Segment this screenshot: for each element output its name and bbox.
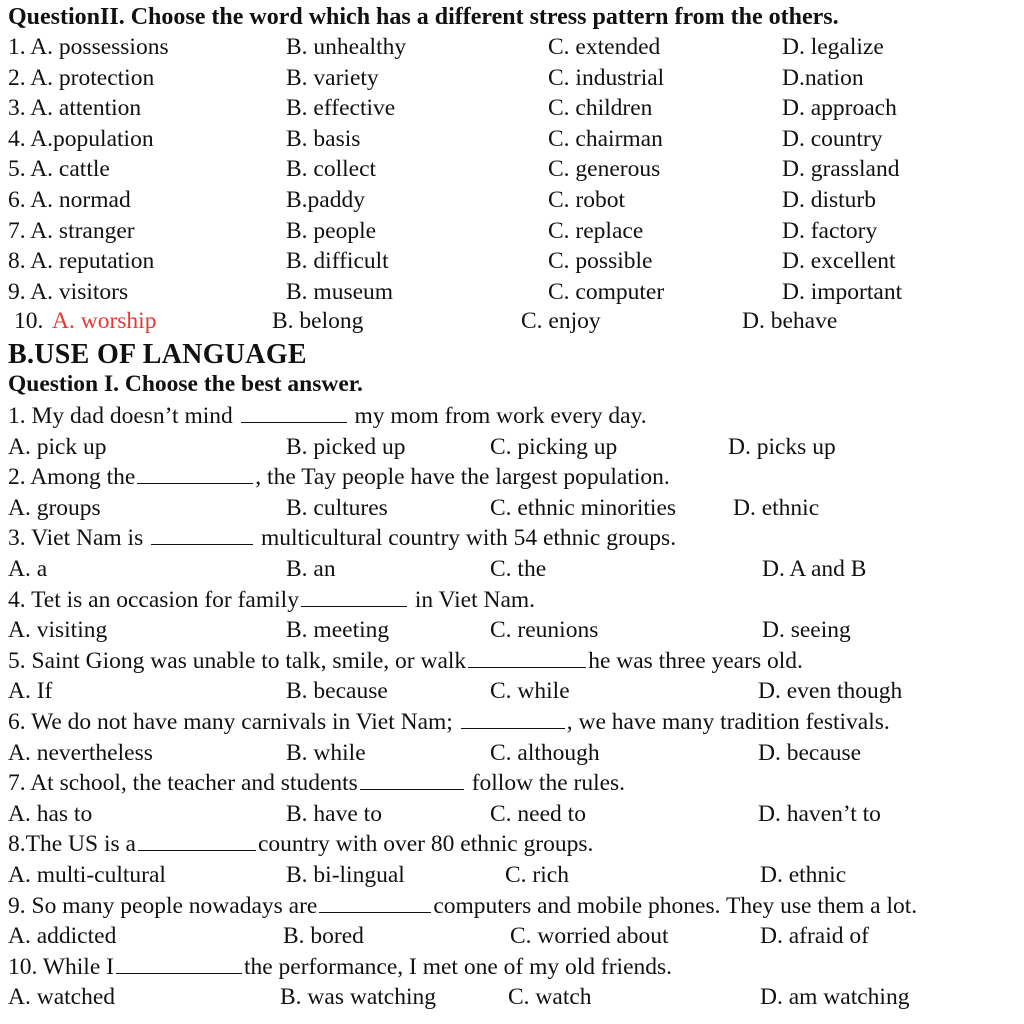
option-a: A. multi-cultural xyxy=(8,862,166,888)
option-a: A. a xyxy=(8,556,48,582)
option-b: B. was watching xyxy=(280,984,436,1011)
option-b: B. difficult xyxy=(286,248,389,275)
stem-text-before: 7. At school, the teacher and students xyxy=(8,770,358,797)
option-b: B. cultures xyxy=(286,494,388,521)
option-c: C. extended xyxy=(548,34,661,60)
answer-blank[interactable] xyxy=(301,586,407,607)
option-b: B. meeting xyxy=(286,617,390,644)
stem-text-after: multicultural country with 54 ethnic groups. xyxy=(255,525,677,552)
option-b: B. have to xyxy=(286,800,382,827)
stem-text-after: follow the rules. xyxy=(465,770,626,797)
option-d: D. haven’t to xyxy=(758,800,881,827)
option-c: C. picking up xyxy=(490,433,618,460)
option-a: 8. A. reputation xyxy=(8,248,155,275)
option-b: B. picked up xyxy=(286,433,406,460)
stem-text-after: the performance, I met one of my old friends. xyxy=(243,953,673,980)
question-stem-3 xyxy=(0,523,1024,553)
stress-row-5 xyxy=(0,154,1024,184)
option-a: 9. A. visitors xyxy=(8,278,129,305)
stress-row-1 xyxy=(0,32,1024,62)
option-c: C. the xyxy=(490,556,547,582)
option-a: 5. A. cattle xyxy=(8,156,110,183)
question-stem-9 xyxy=(0,891,1024,921)
option-c: C. while xyxy=(490,678,570,705)
question-options-1 xyxy=(0,432,1024,462)
question-stem-4 xyxy=(0,585,1024,615)
option-c: C. industrial xyxy=(548,64,665,91)
option-c: C. watch xyxy=(508,984,592,1011)
question-stem-10 xyxy=(0,952,1024,982)
option-b: B. basis xyxy=(286,125,361,152)
option-b: B. collect xyxy=(286,156,377,183)
answer-blank[interactable] xyxy=(137,463,253,484)
stress-row-10 xyxy=(0,306,1024,336)
option-d: D. excellent xyxy=(782,248,896,275)
option-c: C. generous xyxy=(548,156,661,183)
stem-text-before: 4. Tet is an occasion for family xyxy=(8,586,299,613)
question-options-7 xyxy=(0,799,1024,829)
option-d: D. approach xyxy=(782,95,897,122)
option-c: C. worried about xyxy=(510,923,669,950)
option-c: C. replace xyxy=(548,217,644,244)
option-b: B. bored xyxy=(283,923,364,950)
stem-text-after: computers and mobile phones. They use them a lot. xyxy=(433,892,918,919)
option-d: D. afraid of xyxy=(760,923,869,950)
option-d: D. am watching xyxy=(760,984,910,1011)
option-a: 3. A. attention xyxy=(8,95,142,122)
answer-blank[interactable] xyxy=(241,402,347,423)
option-d: D. country xyxy=(782,125,883,152)
option-c: C. ethnic minorities xyxy=(490,494,677,521)
question-options-9 xyxy=(0,921,1024,951)
stem-text-before: 10. While I xyxy=(8,953,114,980)
option-a: A. watched xyxy=(8,984,116,1011)
answer-blank[interactable] xyxy=(360,769,464,790)
option-b: B. an xyxy=(286,556,336,582)
question-stem-6 xyxy=(0,707,1024,737)
stem-text-after: he was three years old. xyxy=(588,647,803,674)
option-a: A. groups xyxy=(8,494,101,521)
option-b: B. unhealthy xyxy=(286,34,407,60)
option-d: D. important xyxy=(782,278,903,305)
option-d: D. picks up xyxy=(728,433,836,460)
answer-blank[interactable] xyxy=(151,524,253,545)
option-b: B. people xyxy=(286,217,377,244)
option-c: C. robot xyxy=(548,187,626,213)
option-c: C. although xyxy=(490,739,600,766)
stem-text-after: my mom from work every day. xyxy=(348,403,647,429)
section-b-title: B.USE OF LANGUAGE xyxy=(8,339,307,370)
stress-row-6 xyxy=(0,185,1024,215)
question-options-8 xyxy=(0,860,1024,890)
question-stem-8 xyxy=(0,829,1024,859)
stem-text-before: 5. Saint Giong was unable to talk, smile, or walk xyxy=(8,647,467,674)
stem-text-after: country with over 80 ethnic groups. xyxy=(257,831,594,858)
stem-text-after: , the Tay people have the largest population. xyxy=(255,464,670,491)
option-a-highlighted: A. worship xyxy=(52,308,157,334)
option-d: D. factory xyxy=(782,217,878,244)
stress-row-4 xyxy=(0,124,1024,154)
option-a: 1. A. possessions xyxy=(8,34,169,60)
stem-text-before: 8.The US is a xyxy=(8,831,136,858)
question-stem-1 xyxy=(0,401,1024,431)
option-b: B. effective xyxy=(286,95,396,122)
answer-blank[interactable] xyxy=(319,892,431,913)
question-options-5 xyxy=(0,676,1024,706)
option-d: D.nation xyxy=(782,64,864,91)
stem-text-before: 2. Among the xyxy=(8,464,136,491)
option-a: A. visiting xyxy=(8,617,108,644)
question-stem-2 xyxy=(0,462,1024,492)
option-c: C. enjoy xyxy=(521,308,601,334)
option-d: D. disturb xyxy=(782,187,876,213)
question-options-2 xyxy=(0,493,1024,523)
question-i-heading: Question I. Choose the best answer. xyxy=(8,371,363,397)
option-d: D. ethnic xyxy=(760,862,847,888)
option-b: B. while xyxy=(286,739,366,766)
option-c: C. reunions xyxy=(490,617,599,644)
option-c: C. rich xyxy=(505,862,569,888)
option-a: A. addicted xyxy=(8,923,117,950)
question-stem-5 xyxy=(0,646,1024,676)
option-d: D. ethnic xyxy=(733,494,820,521)
option-c: C. need to xyxy=(490,800,586,827)
question-stem-7 xyxy=(0,768,1024,798)
option-a: 4. A.population xyxy=(8,125,154,152)
option-a: 6. A. normad xyxy=(8,187,131,213)
option-d: D. legalize xyxy=(782,34,884,60)
option-a: 2. A. protection xyxy=(8,64,155,91)
option-d: D. behave xyxy=(742,308,838,334)
answer-blank[interactable] xyxy=(138,830,256,851)
option-a: A. nevertheless xyxy=(8,739,153,766)
option-d: D. because xyxy=(758,739,862,766)
question-options-10 xyxy=(0,982,1024,1012)
question-ii-heading: QuestionII. Choose the word which has a different stress pattern from the others. xyxy=(8,4,839,30)
option-b: B. museum xyxy=(286,278,394,305)
answer-blank[interactable] xyxy=(468,647,586,668)
option-a: A. If xyxy=(8,678,53,705)
stem-text-before: 3. Viet Nam is xyxy=(8,525,150,552)
option-d: D. A and B xyxy=(762,556,867,582)
option-c: C. possible xyxy=(548,248,653,275)
stem-text-before: 1. My dad doesn’t mind xyxy=(8,403,239,429)
option-d: D. seeing xyxy=(762,617,851,644)
stem-text-after: in Viet Nam. xyxy=(408,586,536,613)
stem-text-before: 6. We do not have many carnivals in Viet Nam; xyxy=(8,709,459,735)
option-a: A. has to xyxy=(8,800,93,827)
stem-text-after: , we have many tradition festivals. xyxy=(566,709,890,735)
question-options-6 xyxy=(0,738,1024,768)
option-b: B. because xyxy=(286,678,388,705)
stem-text-before: 9. So many people nowadays are xyxy=(8,892,318,919)
option-c: C. chairman xyxy=(548,125,663,152)
stress-row-2 xyxy=(0,63,1024,93)
question-options-4 xyxy=(0,615,1024,645)
option-b: B. bi-lingual xyxy=(286,862,405,888)
option-c: C. computer xyxy=(548,278,665,305)
answer-blank[interactable] xyxy=(461,708,565,729)
option-b: B. belong xyxy=(272,308,364,334)
stress-row-7 xyxy=(0,216,1024,246)
stress-row-8 xyxy=(0,246,1024,276)
answer-blank[interactable] xyxy=(116,953,242,974)
stress-row-3 xyxy=(0,93,1024,123)
option-d: D. even though xyxy=(758,678,903,705)
option-d: D. grassland xyxy=(782,156,900,183)
stress-row-9 xyxy=(0,277,1024,307)
option-c: C. children xyxy=(548,95,653,122)
option-a: A. pick up xyxy=(8,433,107,460)
option-a: 7. A. stranger xyxy=(8,217,135,244)
question-options-3 xyxy=(0,554,1024,584)
row-10-number: 10. xyxy=(14,308,44,334)
option-b: B.paddy xyxy=(286,187,365,213)
option-b: B. variety xyxy=(286,64,379,91)
